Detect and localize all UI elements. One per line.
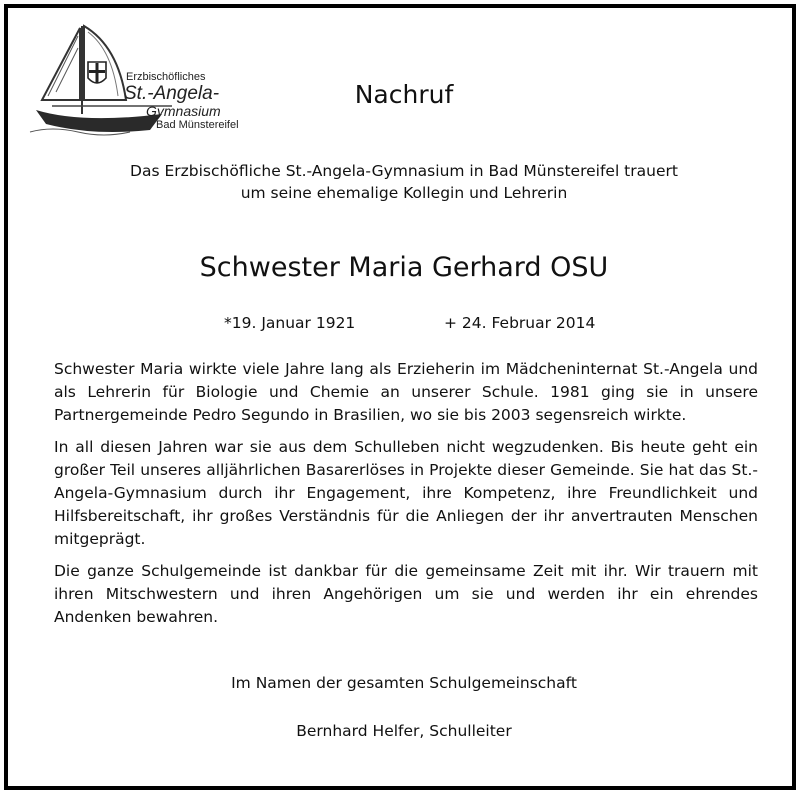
- birth-date: *19. Januar 1921: [224, 314, 356, 332]
- signature: Bernhard Helfer, Schulleiter: [296, 722, 512, 740]
- obituary-frame: [4, 4, 796, 790]
- paragraph-3: Die ganze Schulgemeinde ist dankbar für die gemeinsame Zeit mit ihr. Wir trauern mit ihren Mitschwestern und ihren Angehörigen um sie und werden ihr ein ehrendes Andenken bewahren.: [54, 562, 758, 626]
- death-date: + 24. Februar 2014: [444, 314, 596, 332]
- school-logo: [22, 18, 272, 136]
- logo-line-2: St.-Angela-: [124, 83, 220, 104]
- deceased-name: Schwester Maria Gerhard OSU: [199, 252, 609, 283]
- intro-line-1: Das Erzbischöfliche St.-Angela-Gymnasium in Bad Münstereifel trauert: [130, 162, 678, 180]
- logo-line-4: Bad Münstereifel: [156, 119, 239, 131]
- logo-line-1: Erzbischöfliches: [126, 71, 206, 83]
- paragraph-1: Schwester Maria wirkte viele Jahre lang als Erzieherin im Mädcheninternat St.-Angela und als Lehrerin für Biologie und Chemie an unserer Schule. 1981 ging sie in unsere Partnergemeinde Pedro Segundo in Brasilien, wo sie bis 2003 segensreich wirkte.: [54, 360, 758, 424]
- paragraph-2: In all diesen Jahren war sie aus dem Schulleben nicht wegzudenken. Bis heute geht ein großer Teil unseres alljährlichen Basarerlöses in Projekte dieser Gemeinde. Sie hat das St.-Angela-Gymnasium durch ihr Engagement, ihre Kompetenz, ihre Freundlichkeit und Hilfsbereitschaft, ihr großes Verständnis für die Anliegen der ihr anvertrauten Menschen mitgeprägt.: [54, 438, 758, 548]
- closing-line: Im Namen der gesamten Schulgemeinschaft: [231, 674, 577, 692]
- logo-line-3: Gymnasium: [146, 103, 221, 119]
- page-title: Nachruf: [354, 80, 454, 109]
- obituary-body: [54, 358, 758, 638]
- intro-text: [8, 160, 800, 204]
- intro-line-2: um seine ehemalige Kollegin und Lehrerin: [240, 184, 568, 202]
